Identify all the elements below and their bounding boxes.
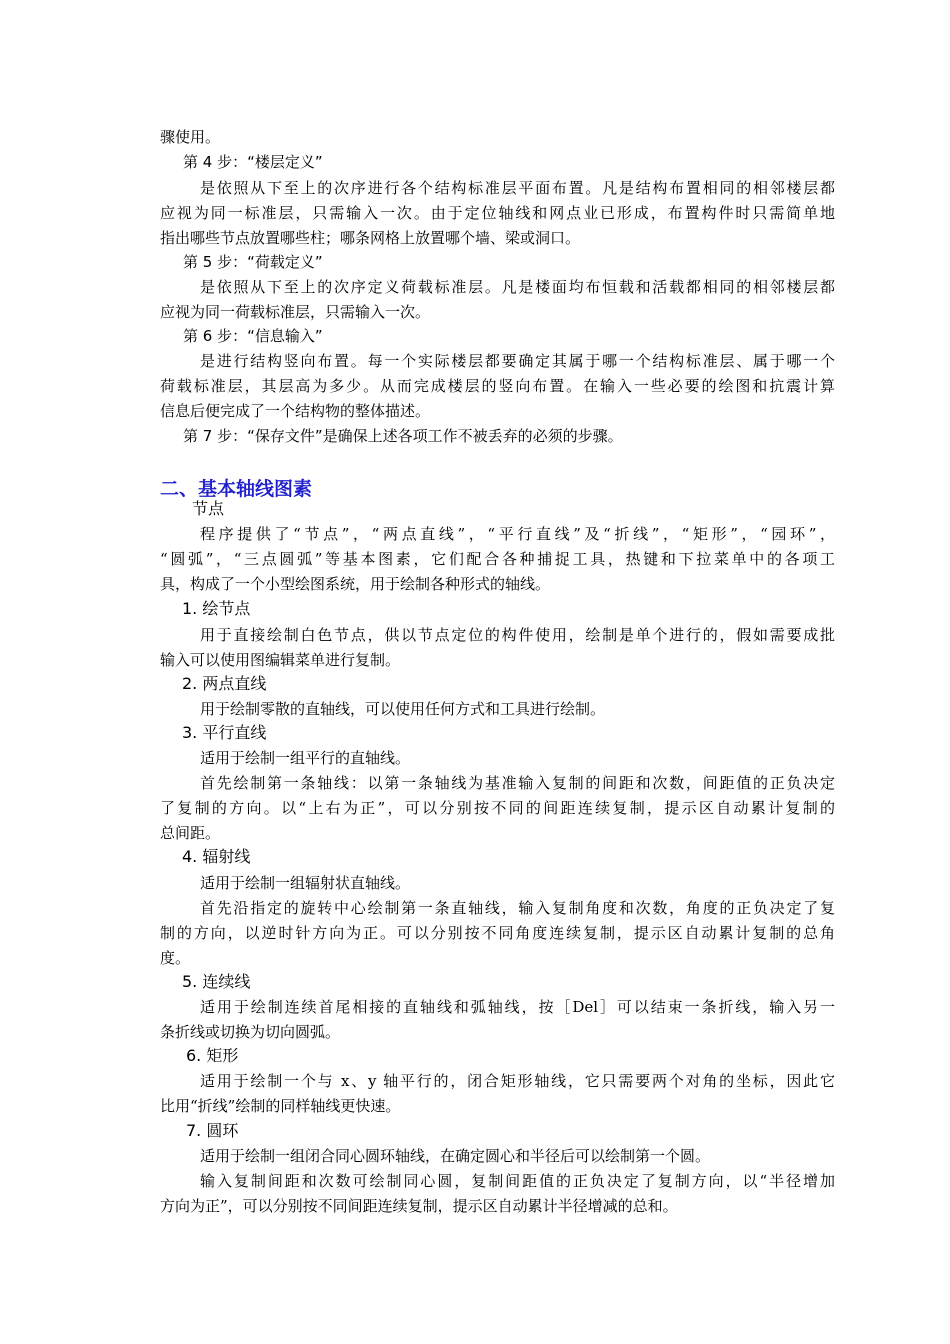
item-5-title: 5. 连续线 bbox=[182, 972, 251, 991]
step-4-heading: 第 4 步：“楼层定义” bbox=[183, 153, 323, 171]
step-4-line-1: 是依照从下至上的次序进行各个结构标准层平面布置。凡是结构布置相同的相邻楼层都 bbox=[200, 179, 835, 197]
item-3-line-1: 适用于绘制一组平行的直轴线。 bbox=[200, 749, 411, 767]
item-6-line-1: 适用于绘制一个与 x、y 轴平行的，闭合矩形轴线，它只需要两个对角的坐标，因此它 bbox=[200, 1072, 835, 1090]
step-7-text: 是确保上述各项工作不被丢弃的必须的步骤。 bbox=[322, 427, 623, 445]
step-6-line-2: 荷载标准层，其层高为多少。从而完成楼层的竖向布置。在输入一些必要的绘图和抗震计算 bbox=[160, 377, 835, 395]
section-heading: 二、基本轴线图素 bbox=[160, 478, 313, 500]
step-6-line-1: 是进行结构竖向布置。每一个实际楼层都要确定其属于哪一个结构标准层、属于哪一个 bbox=[200, 352, 835, 370]
item-3-line-4: 总间距。 bbox=[160, 824, 221, 842]
step-5-heading: 第 5 步：“荷载定义” bbox=[183, 253, 323, 271]
item-4-line-1: 适用于绘制一组辐射状直轴线。 bbox=[200, 874, 411, 892]
step-4-line-3: 指出哪些节点放置哪些柱；哪条网格上放置哪个墙、梁或洞口。 bbox=[160, 229, 581, 247]
item-4-title: 4. 辐射线 bbox=[182, 847, 251, 866]
item-1-line-2: 输入可以使用图编辑菜单进行复制。 bbox=[160, 651, 401, 669]
item-2-title: 2. 两点直线 bbox=[182, 674, 267, 693]
step-4-line-2: 应视为同一标准层，只需输入一次。由于定位轴线和网点业已形成，布置构件时只需简单地 bbox=[160, 204, 835, 222]
item-1-title: 1. 绘节点 bbox=[182, 599, 251, 618]
item-3-line-2: 首先绘制第一条轴线：以第一条轴线为基准输入复制的间距和次数，间距值的正负决定 bbox=[200, 774, 835, 792]
item-4-line-4: 度。 bbox=[160, 949, 191, 967]
paragraph-tail: 骤使用。 bbox=[160, 128, 221, 146]
item-6-line-2: 比用“折线”绘制的同样轴线更快速。 bbox=[160, 1097, 401, 1115]
item-3-line-3: 了复制的方向。以“上右为正”，可以分别按不同的间距连续复制，提示区自动累计复制的 bbox=[160, 799, 835, 817]
item-5-line-1: 适用于绘制连续首尾相接的直轴线和弧轴线，按［Del］可以结束一条折线，输入另一 bbox=[200, 998, 835, 1016]
intro-line-2: “圆弧”，“三点圆弧”等基本图素，它们配合各种捕捉工具，热键和下拉菜单中的各项工 bbox=[160, 550, 835, 568]
item-2-line-1: 用于绘制零散的直轴线，可以使用任何方式和工具进行绘制。 bbox=[200, 700, 606, 718]
item-1-line-1: 用于直接绘制白色节点，供以节点定位的构件使用，绘制是单个进行的，假如需要成批 bbox=[200, 626, 835, 644]
item-7-line-3: 方向为正”，可以分别按不同间距连续复制，提示区自动累计半径增减的总和。 bbox=[160, 1197, 678, 1215]
step-5-line-1: 是依照从下至上的次序定义荷载标准层。凡是楼面均布恒载和活载都相同的相邻楼层都 bbox=[200, 278, 835, 296]
item-7-line-1: 适用于绘制一组闭合同心圆环轴线，在确定圆心和半径后可以绘制第一个圆。 bbox=[200, 1147, 711, 1165]
step-7-line bbox=[183, 426, 623, 446]
item-3-title: 3. 平行直线 bbox=[182, 723, 267, 742]
step-5-line-2: 应视为同一荷载标准层，只需输入一次。 bbox=[160, 303, 431, 321]
step-6-heading: 第 6 步：“信息输入” bbox=[183, 327, 323, 345]
item-5-line-2: 条折线或切换为切向圆弧。 bbox=[160, 1023, 341, 1041]
item-4-line-2: 首先沿指定的旋转中心绘制第一条直轴线，输入复制角度和次数，角度的正负决定了复 bbox=[200, 899, 835, 917]
item-7-line-2: 输入复制间距和次数可绘制同心圆，复制间距值的正负决定了复制方向，以“半径增加 bbox=[200, 1172, 835, 1190]
step-7-heading: 第 7 步：“保存文件” bbox=[183, 427, 323, 445]
intro-line-1: 程序提供了“节点”，“两点直线”，“平行直线”及“折线”，“矩形”，“园环”， bbox=[200, 525, 835, 543]
item-6-title: 6. 矩形 bbox=[186, 1046, 239, 1065]
item-7-title: 7. 圆环 bbox=[186, 1121, 239, 1140]
intro-line-3: 具，构成了一个小型绘图系统，用于绘制各种形式的轴线。 bbox=[160, 575, 551, 593]
node-subheading: 节点 bbox=[192, 499, 225, 518]
item-4-line-3: 制的方向，以逆时针方向为正。可以分别按不同角度连续复制，提示区自动累计复制的总角 bbox=[160, 924, 835, 942]
step-6-line-3: 信息后便完成了一个结构物的整体描述。 bbox=[160, 402, 431, 420]
